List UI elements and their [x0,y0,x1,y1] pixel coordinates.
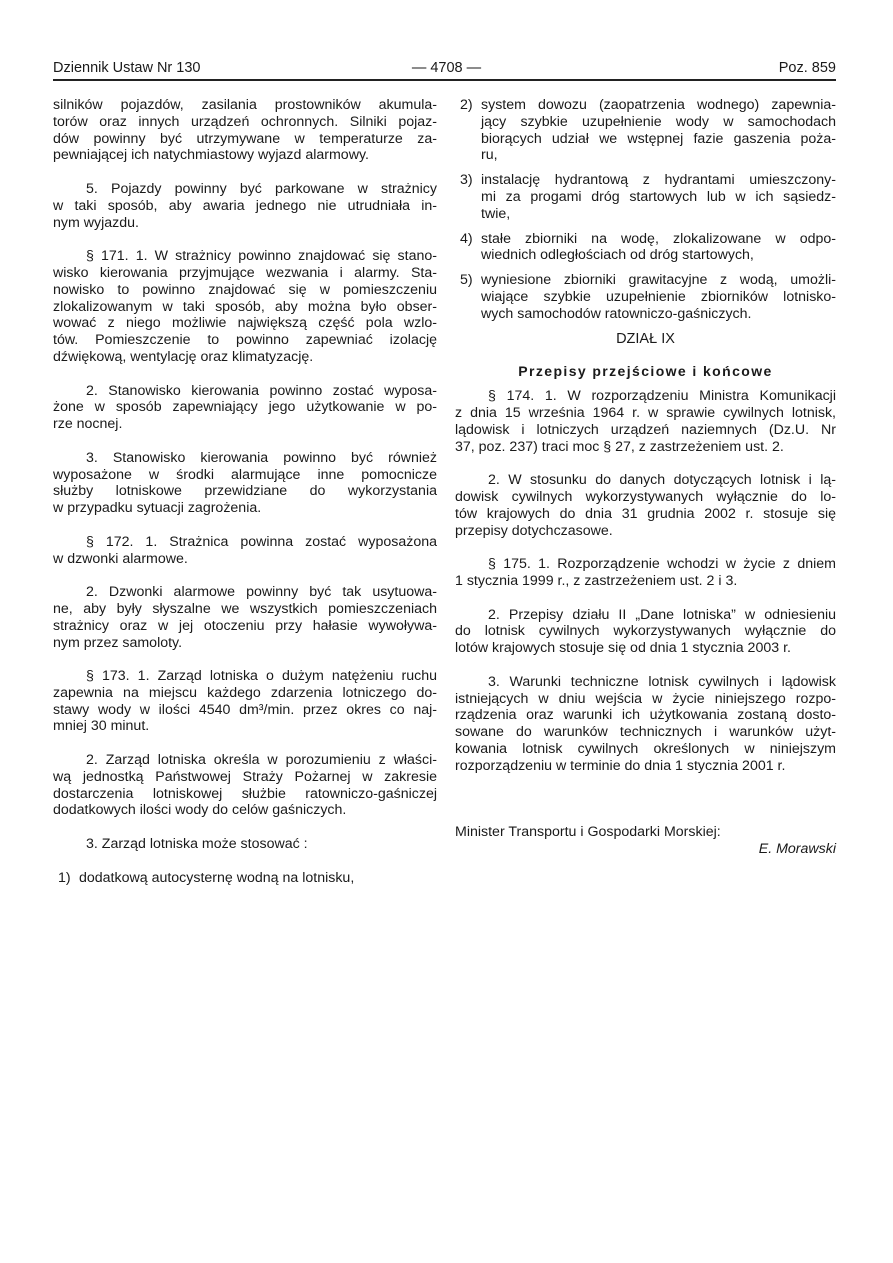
text-line [53,315,437,332]
text-line [455,674,836,691]
line-text: strażnicy oraz w jej otoczeniu przy hałasie wywoływa- [53,617,437,634]
line-text: torów oraz innych urządzeń ochronnych. Silniki pojaz- [53,113,437,130]
list-number: 1) [58,869,71,886]
text-line [53,769,437,786]
text-line [455,573,836,590]
text-line [53,332,437,349]
text-line [455,489,836,506]
line-text: tów krajowych do dnia 31 grudnia 2002 r. stosuje się [455,505,836,522]
line-text: w taki sposób, aby awaria jednego nie utrudniała in- [53,197,437,214]
text-line [455,439,836,456]
text-line [455,758,836,775]
text-line [455,607,836,624]
line-text: 2. Zarząd lotniska określa w porozumieniu z właści- [86,752,437,769]
paragraph [53,534,437,568]
text-line [53,450,437,467]
line-text: mniej 30 minut. [53,718,150,735]
line-text: nym wyjazdu. [53,214,139,231]
line-text: rządzenia oraz warunki ich użytkowania zostaną dosto- [455,707,836,724]
line-text: § 173. 1. Zarząd lotniska o dużym natężeniu ruchu [86,668,437,685]
line-text: twie, [481,205,511,222]
text-line [455,523,836,540]
paragraph [455,472,836,539]
line-text: wować z niego możliwie największą część pola wzlo- [53,315,437,332]
left-column [53,97,437,894]
list-item [455,172,836,222]
list-number: 2) [460,97,473,113]
text-line [53,282,437,299]
text-line [455,247,836,264]
paragraph [53,450,437,517]
journal-title: Dziennik Ustaw Nr 130 [53,60,201,76]
line-text: jący szybkie uzupełnienie wody w samochodach [481,113,836,130]
line-text: ne, aby były słyszalne we wszystkich pomieszczeniach [53,600,437,617]
line-text: § 171. 1. W strażnicy powinno znajdować się stano- [86,248,437,265]
line-text: nym przez samoloty. [53,634,183,651]
text-line [455,724,836,741]
text-line [53,836,437,853]
section-number: DZIAŁ IX [616,330,675,347]
line-text: system dowozu (zaopatrzenia wodnego) zapewnia- [481,97,836,113]
paragraph [455,556,836,590]
line-text: § 175. 1. Rozporządzenie wchodzi w życie z dniem [488,556,836,573]
line-text: przepisy dotychczasowe. [455,522,613,539]
text-line [53,349,437,366]
line-text: żone w sposób zapewniający jego użytkowanie w po- [53,399,437,416]
text-line [53,685,437,702]
page-number: — 4708 — [411,60,482,76]
text-line [53,198,437,215]
line-text: mi za progami dróg startowych lub w ich sąsiedz- [481,188,836,205]
list-number: 5) [460,272,473,289]
text-line [455,206,836,223]
line-text: 3. Warunki techniczne lotnisk cywilnych i lądowisk [488,673,836,690]
right-column [455,97,836,858]
text-line [53,131,437,148]
line-text: rze nocnej. [53,416,123,433]
text-line [455,422,836,439]
line-text: dowisk cywilnych wykorzystywanych wyłącznie do lo- [455,488,836,505]
text-line [455,707,836,724]
signature-title: Minister Transportu i Gospodarki Morskiej: [455,824,721,841]
text-line [53,601,437,618]
text-line [53,248,437,265]
line-text: zlokalizowanym w taki sposób, aby można było obser- [53,298,437,315]
line-text: tów. Pomieszczenie to powinno zapewniać izolację [53,332,437,349]
line-text: wą jednostką Państwowej Straży Pożarnej w zakresie [53,768,437,785]
text-line [53,786,437,803]
text-line [53,147,437,164]
line-text: wych samochodów ratowniczo-gaśniczych. [481,305,752,322]
line-text: wyniesione zbiorniki grawitacyjne z wodą, umożli- [481,272,836,289]
line-text: wiednich odległościach od dróg startowych, [481,247,754,264]
line-text: dodatkową autocysternę wodną na lotnisku, [79,869,355,886]
list-number: 3) [460,172,473,189]
line-text: wiające szybkie uzupełnienie zbiorników lotnisko- [481,288,836,305]
line-text: dów powinny być utrzymywane w temperaturze za- [53,130,437,147]
line-text: do lotnisk cywilnych wykorzystywanych wyłącznie do [455,623,836,640]
line-text: 2. Stanowisko kierowania powinno zostać wyposa- [86,382,437,399]
list-item [455,272,836,322]
text-line [53,534,437,551]
text-line [455,189,836,206]
line-text: stawy wody w ilości 4540 dm³/min. przez okres co naj- [53,701,437,718]
line-text: służby lotniskowe przewidziane do wykorzystania [53,483,437,500]
line-text: istniejących w dniu wejścia w życie niniejszego rozpo- [455,690,836,707]
line-text: dostarczenia lotniskowej służbie ratowniczo-gaśniczej [53,785,437,802]
header-rule [53,79,836,81]
line-text: wisko kierowania przyjmujące wezwania i alarmy. Sta- [53,264,437,281]
line-text: sowane do warunków technicznych i warunków użyt- [455,724,836,741]
line-text: z dnia 15 września 1964 r. w sprawie cywilnych lotnisk, [455,404,836,421]
text-line [53,802,437,819]
text-line [455,289,836,306]
text-line [53,500,437,517]
text-line [455,231,836,248]
text-line [455,147,836,164]
text-line [53,215,437,232]
text-line [455,405,836,422]
text-line [455,388,836,405]
text-line [455,556,836,573]
list-item [455,231,836,265]
text-line [53,399,437,416]
text-line [53,702,437,719]
paragraph [53,584,437,651]
line-text: 1 stycznia 1999 r., z zastrzeżeniem ust. 2 i 3. [455,572,738,589]
signature-name: E. Morawski [758,841,836,858]
text-line [53,483,437,500]
text-line [53,416,437,433]
list-item [455,97,836,164]
text-line [455,741,836,758]
text-line [53,635,437,652]
text-line [53,97,437,114]
line-text: 5. Pojazdy powinny być parkowane w strażnicy [86,180,437,197]
text-line [455,306,836,323]
line-text: pewniającej ich natychmiastowy wyjazd alarmowy. [53,147,369,164]
final-provisions [455,388,836,774]
text-line [455,272,836,289]
paragraph [455,388,836,455]
text-line [53,114,437,131]
line-text: lotów krajowych stosuje się od dnia 1 stycznia 2003 r. [455,640,791,657]
line-text: stałe zbiorniki na wodę, zlokalizowane w odpo- [481,230,836,247]
text-line [53,299,437,316]
line-text: ru, [481,147,498,164]
text-line [53,870,437,887]
line-text: 37, poz. 237) traci moc § 27, z zastrzeżeniem ust. 2. [455,438,784,455]
text-line [53,668,437,685]
line-text: § 174. 1. W rozporządzeniu Ministra Komunikacji [488,388,836,405]
list-item [53,870,437,887]
water-supply-list [455,97,836,323]
text-line [455,623,836,640]
line-text: w dzwonki alarmowe. [53,550,188,567]
paragraph [53,97,437,164]
text-line [455,691,836,708]
line-text: nowisko to powinno znajdować się w pomieszczeniu [53,281,437,298]
text-line [455,640,836,657]
line-text: kowania lotnisk cywilnych określonych w niniejszym [455,740,836,757]
line-text: 2. W stosunku do danych dotyczących lotnisk i lą- [488,472,836,489]
line-text: instalację hydrantową z hydrantami umieszczony- [481,172,836,189]
text-line [53,383,437,400]
text-line [53,265,437,282]
line-text: 3. Zarząd lotniska może stosować : [86,836,308,853]
section-title: Przepisy przejściowe i końcowe [518,363,773,380]
line-text: w przypadku sytuacji zagrożenia. [53,500,262,517]
text-line [53,752,437,769]
paragraph [53,181,437,231]
line-text: § 172. 1. Strażnica powinna zostać wyposażona [86,533,437,550]
paragraph [53,248,437,366]
text-line [53,551,437,568]
paragraph [455,674,836,775]
list-number: 4) [460,230,473,247]
paragraph [53,668,437,735]
text-line [53,618,437,635]
line-text: lądowisk i lotniczych urządzeń naziemnych (Dz.U. Nr [455,421,836,438]
text-line [455,131,836,148]
text-line [53,181,437,198]
line-text: wyposażone w środki alarmujące inne pomocnicze [53,466,437,483]
text-line [53,718,437,735]
line-text: dźwiękową, wentylację oraz klimatyzację. [53,348,314,365]
position-number: Poz. 859 [778,60,836,76]
line-text: 3. Stanowisko kierowania powinno być również [86,449,437,466]
text-line [53,584,437,601]
line-text: 2. Przepisy działu II „Dane lotniska” w odniesieniu [488,606,836,623]
text-line [455,172,836,189]
line-text: rozporządzeniu w terminie do dnia 1 stycznia 2001 r. [455,757,786,774]
line-text: zapewnia na miejscu każdego zdarzenia lotniczego do- [53,684,437,701]
text-line [455,114,836,131]
line-text: biorących udział we wstępnej fazie gaszenia poża- [481,130,836,147]
text-line [455,506,836,523]
paragraph [53,752,437,819]
text-line [455,472,836,489]
line-text: 2. Dzwonki alarmowe powinny być tak usytuowa- [86,584,437,601]
paragraph [53,383,437,433]
paragraph [455,607,836,657]
text-line [53,467,437,484]
line-text: silników pojazdów, zasilania prostowników akumula- [53,97,437,113]
line-text: dodatkowych ilości wody do celów gaśniczych. [53,802,347,819]
text-line [455,97,836,114]
paragraph [53,836,437,853]
